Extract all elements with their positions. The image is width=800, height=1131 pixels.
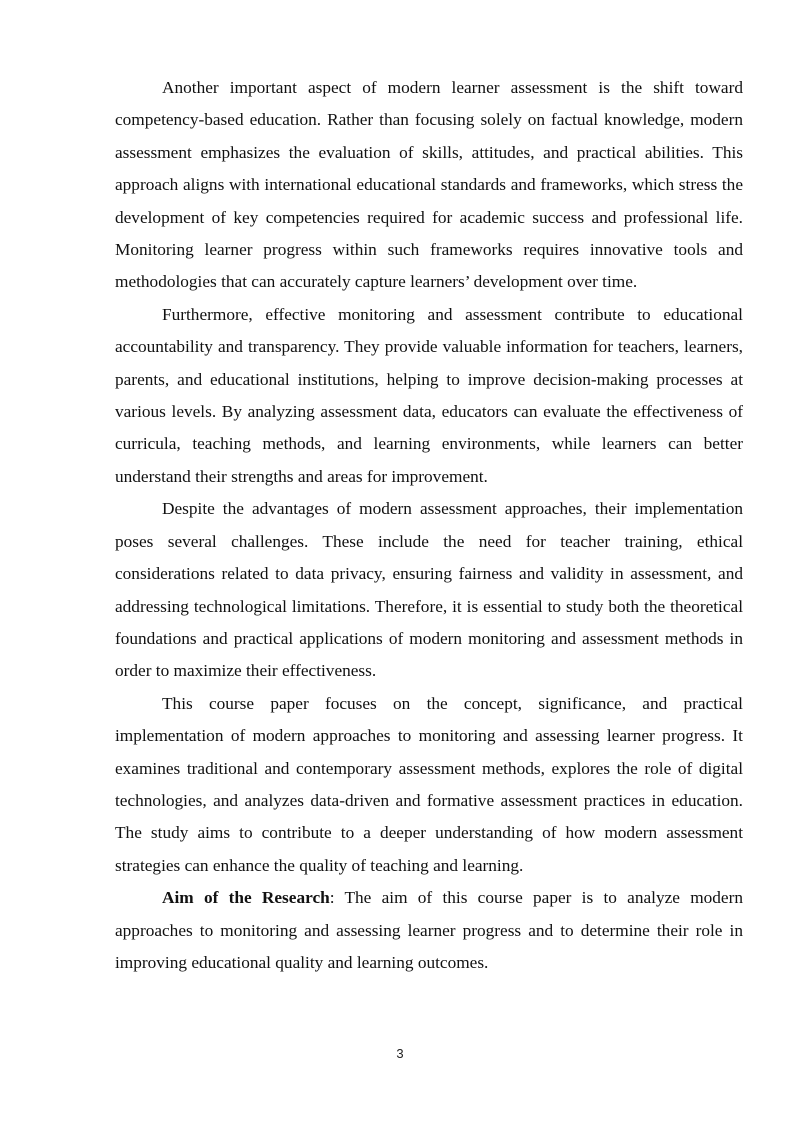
paragraph-competency-based: Another important aspect of modern learner assessment is the shift toward competency-based education. Rather than focusing solely on factual knowledge, modern assessment emphasizes the evaluation of skills, attitudes, and practical abilities. This approach aligns with international educational standards and frameworks, which stress the development of key competencies required for academic success and professional life. Monitoring learner progress within such frameworks requires innovative tools and methodologies that can accurately capture learners’ development over time.: [115, 78, 743, 292]
paragraph-focus: This course paper focuses on the concept, significance, and practical implementation of modern approaches to monitoring and assessing learner progress. It examines traditional and contemporary assessment methods, explores the role of digital technologies, and analyzes data-driven and formative assessment practices in education. The study aims to contribute to a deeper understanding of how modern assessment strategies can enhance the quality of teaching and learning.: [115, 693, 743, 875]
paragraph-aim: [115, 882, 743, 979]
aim-text: : The aim of this course paper is to analyze modern approaches to monitoring and assessing learner progress and to determine their role in improving educational quality and learning outcomes.: [115, 888, 743, 972]
aim-label: Aim of the Research: [162, 888, 330, 908]
page-number: 3: [396, 1046, 404, 1061]
paragraph-challenges: Despite the advantages of modern assessment approaches, their implementation poses several challenges. These include the need for teacher training, ethical considerations related to data privacy, ensuring fairness and validity in assessment, and addressing technological limitations. Therefore, it is essential to study both the theoretical foundations and practical applications of modern monitoring and assessment methods in order to maximize their effectiveness.: [115, 499, 743, 681]
paragraph-accountability: Furthermore, effective monitoring and assessment contribute to educational accountability and transparency. They provide valuable information for teachers, learners, parents, and educational institutions, helping to improve decision-making processes at various levels. By analyzing assessment data, educators can evaluate the effectiveness of curricula, teaching methods, and learning environments, while learners can better understand their strengths and areas for improvement.: [115, 304, 743, 486]
document-page: [115, 72, 743, 979]
